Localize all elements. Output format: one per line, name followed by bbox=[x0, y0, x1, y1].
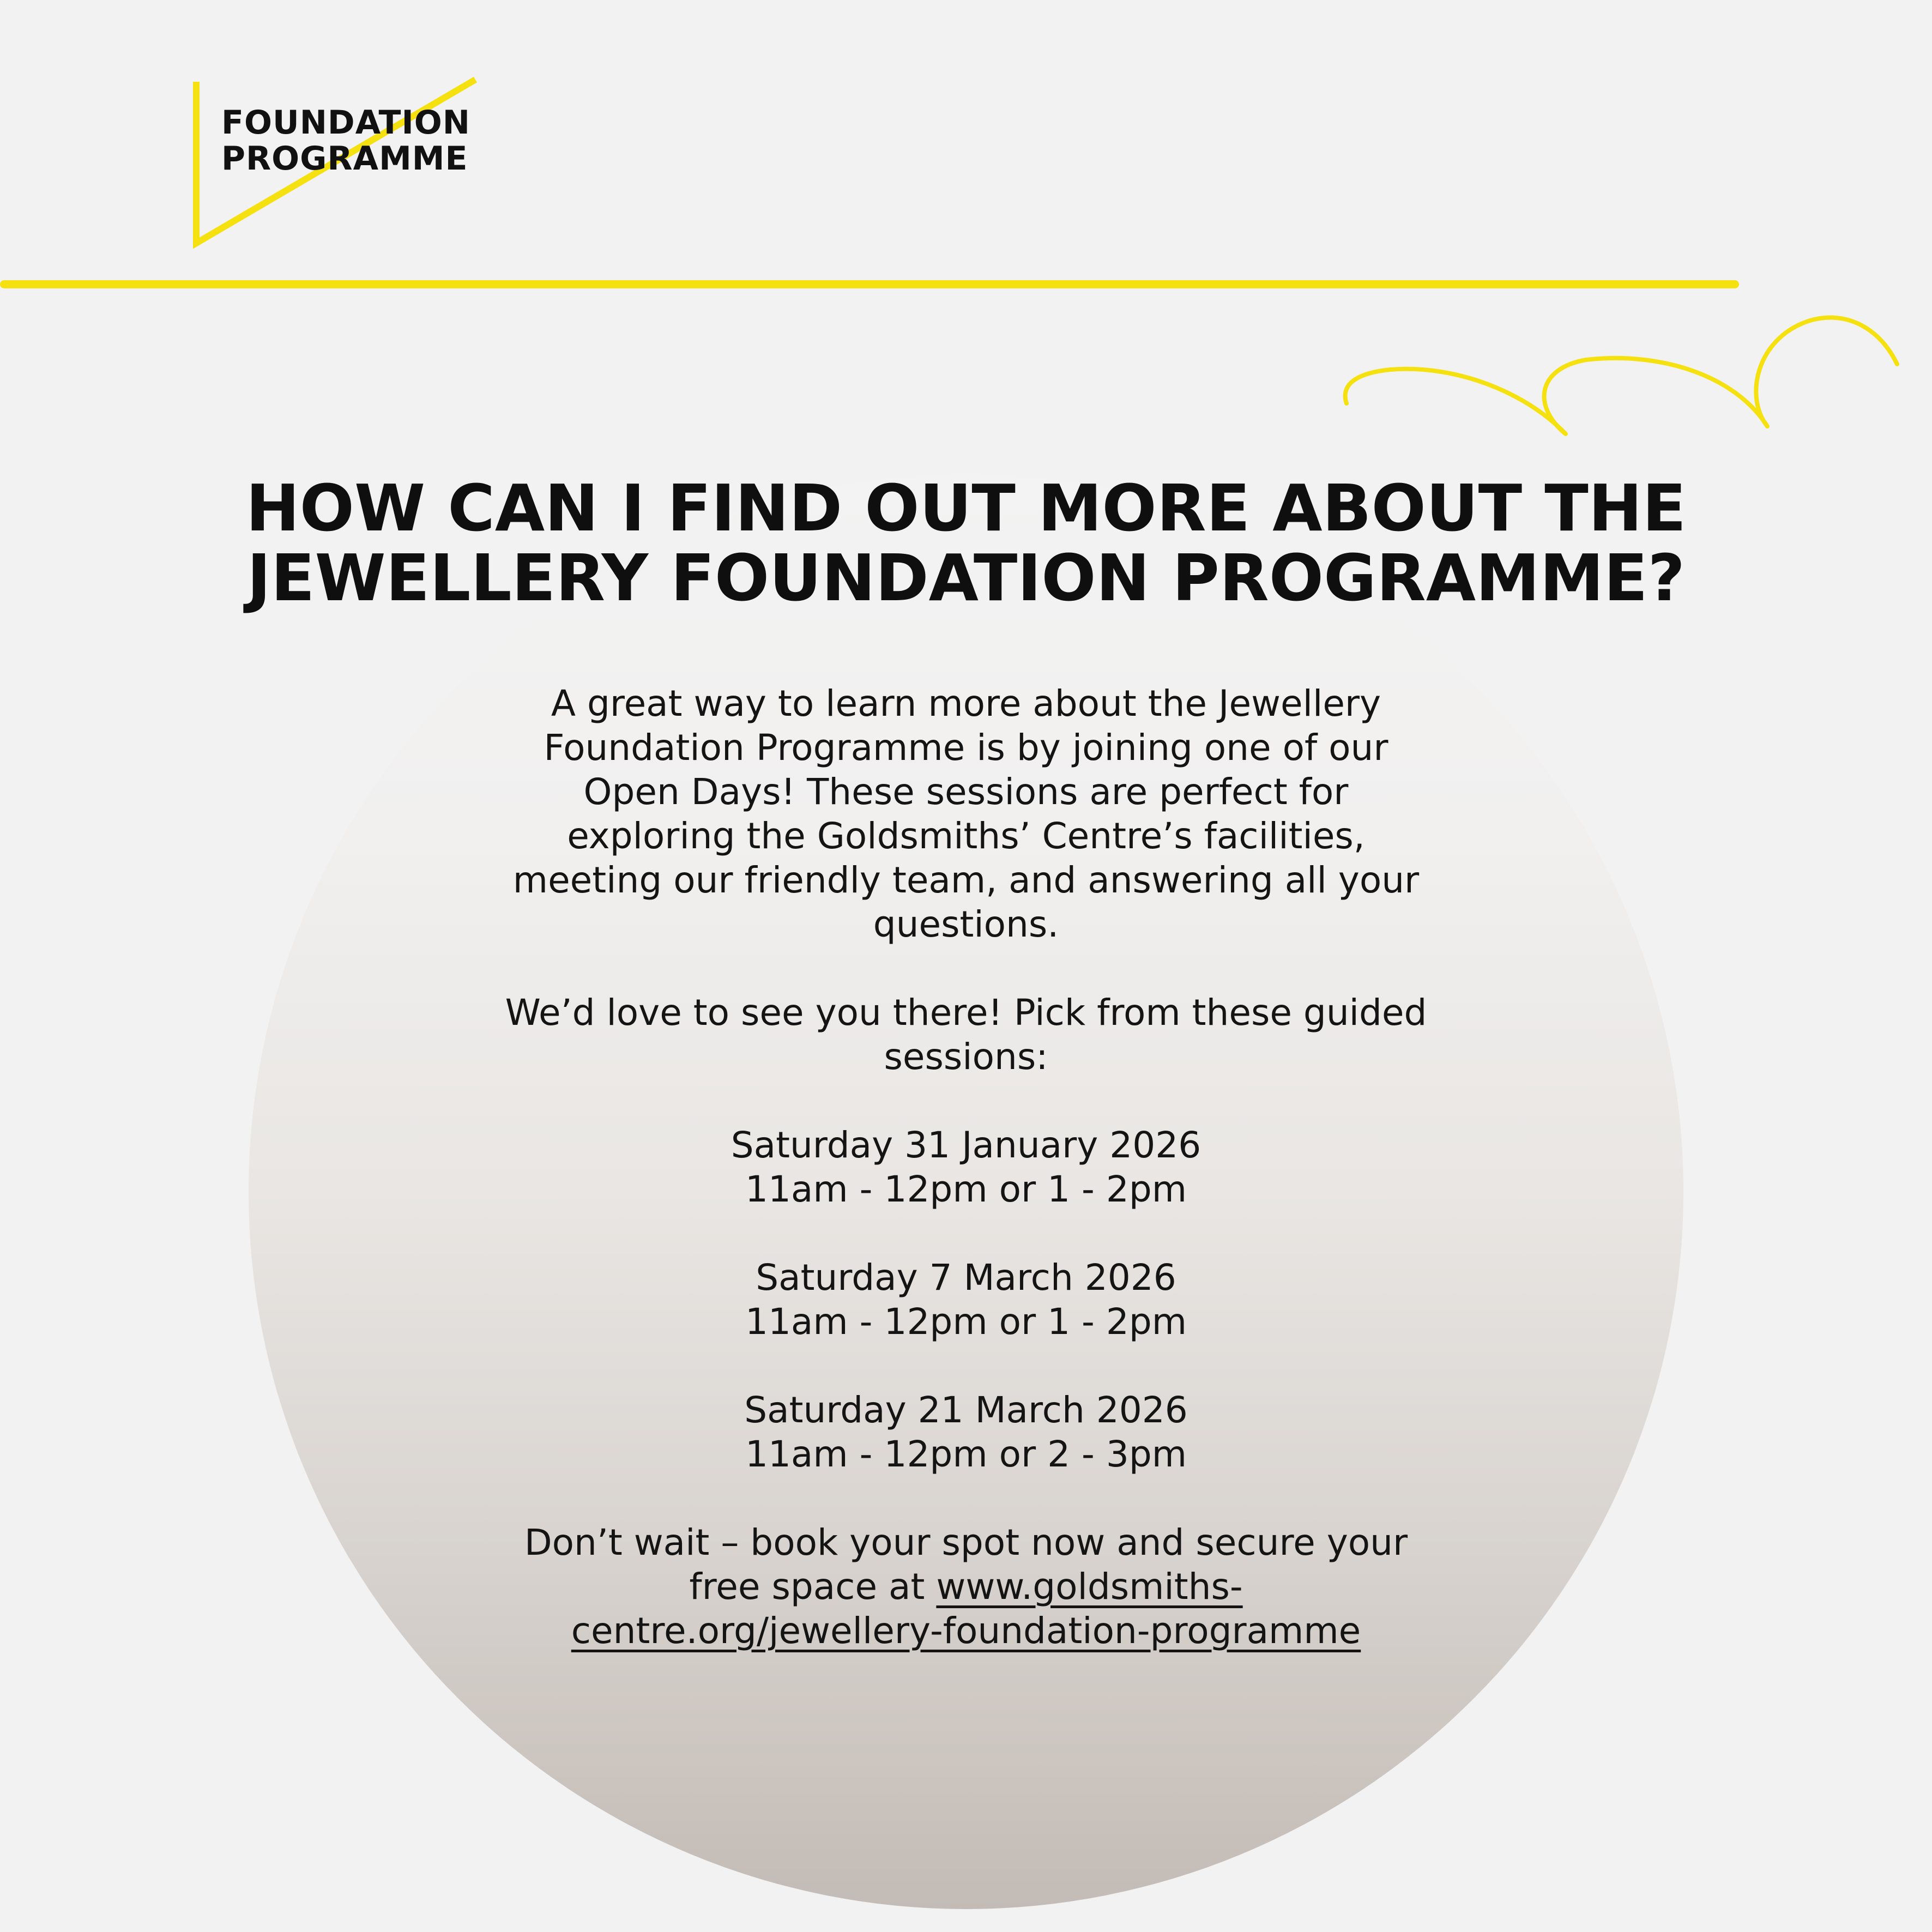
top-divider bbox=[0, 280, 1739, 288]
page-title bbox=[148, 470, 1784, 615]
logo-wordmark bbox=[221, 105, 470, 177]
body-copy bbox=[312, 681, 1620, 1653]
cta-line bbox=[312, 1609, 1620, 1653]
session-times: 11am - 12pm or 1 - 2pm bbox=[745, 1301, 1187, 1343]
session-date: Saturday 31 January 2026 bbox=[730, 1124, 1202, 1166]
invite-line: We’d love to see you there! Pick from these guided bbox=[505, 992, 1427, 1034]
cta-line bbox=[312, 1565, 1620, 1609]
intro-line: meeting our friendly team, and answering all your bbox=[512, 859, 1420, 901]
intro-line: Foundation Programme is by joining one of our bbox=[544, 727, 1388, 769]
intro-line: exploring the Goldsmiths’ Centre’s facilities, bbox=[567, 815, 1365, 857]
session-date: Saturday 7 March 2026 bbox=[756, 1257, 1176, 1299]
cta-prefix: free space at bbox=[689, 1566, 937, 1608]
website-link[interactable]: www.goldsmiths- bbox=[936, 1566, 1243, 1608]
intro-paragraph bbox=[312, 681, 1620, 946]
intro-line: A great way to learn more about the Jewellery bbox=[551, 683, 1381, 724]
website-link-continued[interactable]: centre.org/jewellery-foundation-programme bbox=[571, 1610, 1361, 1652]
session-item bbox=[312, 1388, 1620, 1476]
session-times: 11am - 12pm or 1 - 2pm bbox=[745, 1168, 1187, 1210]
title-line-2: JEWELLERY FOUNDATION PROGRAMME? bbox=[247, 540, 1685, 615]
foundation-programme-logo bbox=[185, 71, 491, 256]
logo-line-2: PROGRAMME bbox=[221, 140, 468, 178]
cta-line: Don’t wait – book your spot now and secure your bbox=[524, 1522, 1408, 1563]
session-date: Saturday 21 March 2026 bbox=[744, 1389, 1188, 1431]
session-item bbox=[312, 1123, 1620, 1211]
session-times: 11am - 12pm or 2 - 3pm bbox=[745, 1433, 1187, 1475]
logo-line-1: FOUNDATION bbox=[221, 104, 470, 142]
squiggle-decoration-icon bbox=[1330, 305, 1908, 447]
invite-paragraph bbox=[312, 991, 1620, 1079]
intro-line: Open Days! These sessions are perfect for bbox=[583, 771, 1349, 813]
intro-line: questions. bbox=[873, 903, 1059, 945]
title-line-1: HOW CAN I FIND OUT MORE ABOUT THE bbox=[245, 470, 1687, 546]
session-item bbox=[312, 1255, 1620, 1344]
invite-line: sessions: bbox=[884, 1036, 1048, 1078]
cta-paragraph bbox=[312, 1520, 1620, 1653]
